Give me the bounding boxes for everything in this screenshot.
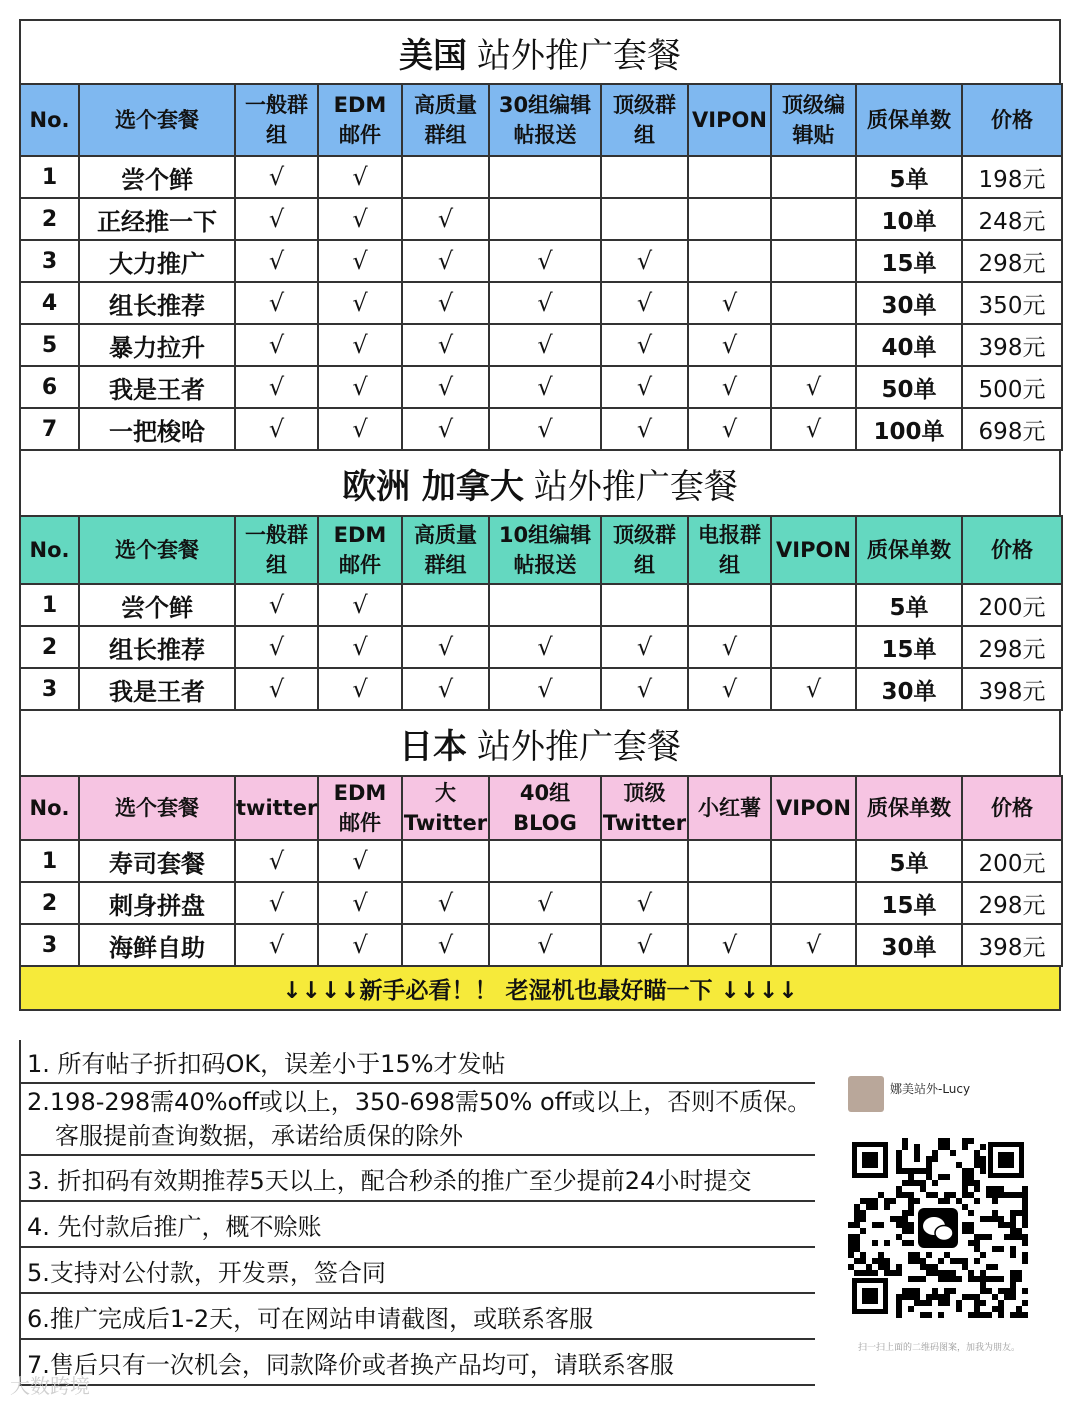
- check-mark: √: [318, 408, 402, 450]
- check-mark: √: [235, 840, 318, 882]
- guarantee-count: 15单: [856, 240, 962, 282]
- table-row: [20, 324, 1062, 366]
- price: 298元: [962, 240, 1062, 282]
- contact-name: 娜美站外-Lucy: [890, 1082, 971, 1096]
- package-name: 海鲜自助: [79, 924, 235, 966]
- check-mark: √: [402, 924, 489, 966]
- jp-title-rest: 站外推广套餐: [477, 726, 681, 767]
- price: 398元: [962, 668, 1062, 710]
- row-number: 2: [20, 198, 79, 240]
- guarantee-count: 50单: [856, 366, 962, 408]
- jp-header-cell: 40组 BLOG: [489, 776, 601, 840]
- check-mark: √: [489, 324, 601, 366]
- empty-cell: [771, 626, 856, 668]
- table-row: [20, 282, 1062, 324]
- empty-cell: [601, 584, 688, 626]
- eu-header-cell: 高质量 群组: [402, 516, 489, 584]
- check-mark: √: [402, 366, 489, 408]
- eu-title-rest: 站外推广套餐: [533, 466, 738, 507]
- check-mark: √: [601, 626, 688, 668]
- row-number: 3: [20, 924, 79, 966]
- eu-header-cell: 10组编辑 帖报送: [489, 516, 601, 584]
- row-number: 3: [20, 668, 79, 710]
- empty-cell: [402, 584, 489, 626]
- eu-header-cell: 顶级群 组: [601, 516, 688, 584]
- empty-cell: [688, 840, 771, 882]
- check-mark: √: [402, 626, 489, 668]
- table-row: [20, 626, 1062, 668]
- empty-cell: [688, 198, 771, 240]
- empty-cell: [489, 584, 601, 626]
- price: 200元: [962, 840, 1062, 882]
- check-mark: √: [601, 366, 688, 408]
- jp-header-row: [20, 776, 1062, 840]
- row-number: 2: [20, 882, 79, 924]
- jp-header-cell: twitter: [235, 776, 318, 840]
- check-mark: √: [402, 882, 489, 924]
- jp-header-cell: 选个套餐: [79, 776, 235, 840]
- empty-cell: [489, 198, 601, 240]
- empty-cell: [688, 584, 771, 626]
- empty-cell: [771, 324, 856, 366]
- guarantee-count: 10单: [856, 198, 962, 240]
- empty-cell: [601, 156, 688, 198]
- us-header-cell: No.: [20, 84, 79, 156]
- row-number: 7: [20, 408, 79, 450]
- check-mark: √: [235, 366, 318, 408]
- check-mark: √: [235, 408, 318, 450]
- check-mark: √: [771, 668, 856, 710]
- package-name: 正经推一下: [79, 198, 235, 240]
- table-row: [20, 156, 1062, 198]
- empty-cell: [601, 198, 688, 240]
- us-header-cell: 选个套餐: [79, 84, 235, 156]
- check-mark: √: [318, 924, 402, 966]
- guarantee-count: 15单: [856, 626, 962, 668]
- table-row: [20, 668, 1062, 710]
- package-name: 我是王者: [79, 668, 235, 710]
- check-mark: √: [235, 198, 318, 240]
- check-mark: √: [489, 626, 601, 668]
- check-mark: √: [601, 668, 688, 710]
- note-item: 7.售后只有一次机会，同款降价或者换产品均可，请联系客服: [21, 1340, 815, 1386]
- check-mark: √: [235, 626, 318, 668]
- wechat-icon: [918, 1208, 958, 1248]
- check-mark: √: [235, 282, 318, 324]
- empty-cell: [601, 840, 688, 882]
- check-mark: √: [601, 408, 688, 450]
- check-mark: √: [318, 840, 402, 882]
- guarantee-count: 30单: [856, 668, 962, 710]
- check-mark: √: [402, 282, 489, 324]
- us-header-cell: 顶级群 组: [601, 84, 688, 156]
- note-item: 3. 折扣码有效期推荐5天以上，配合秒杀的推广至少提前24小时提交: [21, 1156, 815, 1202]
- eu-header-cell: 电报群 组: [688, 516, 771, 584]
- row-number: 1: [20, 584, 79, 626]
- eu-title-bold: 欧洲 加拿大: [342, 466, 524, 507]
- check-mark: √: [402, 408, 489, 450]
- us-header-cell: 质保单数: [856, 84, 962, 156]
- jp-header-cell: VIPON: [771, 776, 856, 840]
- row-number: 1: [20, 156, 79, 198]
- guarantee-count: 40单: [856, 324, 962, 366]
- us-title-bold: 美国: [399, 35, 467, 76]
- package-name: 尝个鲜: [79, 584, 235, 626]
- jp-header-cell: No.: [20, 776, 79, 840]
- check-mark: √: [235, 924, 318, 966]
- empty-cell: [771, 156, 856, 198]
- table-row: [20, 198, 1062, 240]
- check-mark: √: [235, 240, 318, 282]
- check-mark: √: [235, 882, 318, 924]
- empty-cell: [489, 156, 601, 198]
- notice-banner: ↓↓↓↓新手必看！！ 老湿机也最好瞄一下 ↓↓↓↓: [19, 967, 1061, 1011]
- guarantee-count: 15单: [856, 882, 962, 924]
- check-mark: √: [489, 408, 601, 450]
- check-mark: √: [771, 924, 856, 966]
- check-mark: √: [402, 240, 489, 282]
- price: 398元: [962, 324, 1062, 366]
- us-header-cell: 顶级编 辑贴: [771, 84, 856, 156]
- row-number: 4: [20, 282, 79, 324]
- check-mark: √: [402, 198, 489, 240]
- check-mark: √: [318, 626, 402, 668]
- guarantee-count: 5单: [856, 156, 962, 198]
- package-name: 组长推荐: [79, 626, 235, 668]
- package-name: 一把梭哈: [79, 408, 235, 450]
- check-mark: √: [601, 924, 688, 966]
- check-mark: √: [318, 198, 402, 240]
- package-name: 刺身拼盘: [79, 882, 235, 924]
- check-mark: √: [318, 156, 402, 198]
- avatar: [848, 1076, 884, 1112]
- price: 500元: [962, 366, 1062, 408]
- check-mark: √: [688, 668, 771, 710]
- eu-header-cell: No.: [20, 516, 79, 584]
- check-mark: √: [235, 156, 318, 198]
- row-number: 2: [20, 626, 79, 668]
- guarantee-count: 5单: [856, 584, 962, 626]
- package-name: 暴力拉升: [79, 324, 235, 366]
- row-number: 3: [20, 240, 79, 282]
- notes-list: [19, 1040, 815, 1386]
- empty-cell: [688, 882, 771, 924]
- empty-cell: [688, 156, 771, 198]
- note-item: 4. 先付款后推广，概不赊账: [21, 1202, 815, 1248]
- table-row: [20, 408, 1062, 450]
- eu-header-cell: 一般群 组: [235, 516, 318, 584]
- jp-header-cell: 大 Twitter: [402, 776, 489, 840]
- check-mark: √: [688, 366, 771, 408]
- empty-cell: [688, 240, 771, 282]
- empty-cell: [771, 240, 856, 282]
- check-mark: √: [402, 324, 489, 366]
- check-mark: √: [489, 366, 601, 408]
- note-item: 2.198-298需40%off或以上，350-698需50% off或以上，否则不质保。 客服提前查询数据，承诺给质保的除外: [21, 1084, 815, 1156]
- us-header-row: [20, 84, 1062, 156]
- jp-section-title: [19, 711, 1061, 775]
- check-mark: √: [601, 324, 688, 366]
- package-name: 尝个鲜: [79, 156, 235, 198]
- row-number: 1: [20, 840, 79, 882]
- check-mark: √: [688, 626, 771, 668]
- check-mark: √: [489, 282, 601, 324]
- eu-header-cell: 选个套餐: [79, 516, 235, 584]
- empty-cell: [402, 156, 489, 198]
- price: 298元: [962, 882, 1062, 924]
- us-header-cell: 一般群 组: [235, 84, 318, 156]
- us-header-cell: 30组编辑 帖报送: [489, 84, 601, 156]
- check-mark: √: [318, 584, 402, 626]
- eu-section-title: [19, 451, 1061, 515]
- check-mark: √: [489, 882, 601, 924]
- table-row: [20, 366, 1062, 408]
- table-row: [20, 584, 1062, 626]
- us-header-cell: 价格: [962, 84, 1062, 156]
- jp-header-cell: 质保单数: [856, 776, 962, 840]
- table-row: [20, 840, 1062, 882]
- qr-code[interactable]: [848, 1138, 1028, 1318]
- price: 248元: [962, 198, 1062, 240]
- eu-header-cell: 质保单数: [856, 516, 962, 584]
- guarantee-count: 30单: [856, 924, 962, 966]
- table-row: [20, 882, 1062, 924]
- note-item: 1. 所有帖子折扣码OK，误差小于15%才发帖: [21, 1040, 815, 1084]
- row-number: 6: [20, 366, 79, 408]
- price: 198元: [962, 156, 1062, 198]
- check-mark: √: [318, 324, 402, 366]
- check-mark: √: [489, 668, 601, 710]
- price: 698元: [962, 408, 1062, 450]
- empty-cell: [771, 584, 856, 626]
- package-name: 大力推广: [79, 240, 235, 282]
- us-header-cell: VIPON: [688, 84, 771, 156]
- table-row: [20, 240, 1062, 282]
- check-mark: √: [688, 924, 771, 966]
- empty-cell: [771, 198, 856, 240]
- package-name: 我是王者: [79, 366, 235, 408]
- note-item: 6.推广完成后1-2天，可在网站申请截图，或联系客服: [21, 1294, 815, 1340]
- check-mark: √: [489, 924, 601, 966]
- check-mark: √: [688, 408, 771, 450]
- check-mark: √: [318, 668, 402, 710]
- jp-header-cell: 小红薯: [688, 776, 771, 840]
- check-mark: √: [489, 240, 601, 282]
- check-mark: √: [601, 882, 688, 924]
- check-mark: √: [318, 366, 402, 408]
- eu-header-cell: EDM 邮件: [318, 516, 402, 584]
- eu-package-table: [19, 515, 1063, 711]
- check-mark: √: [235, 584, 318, 626]
- jp-header-cell: 顶级 Twitter: [601, 776, 688, 840]
- package-name: 寿司套餐: [79, 840, 235, 882]
- price: 298元: [962, 626, 1062, 668]
- price: 398元: [962, 924, 1062, 966]
- guarantee-count: 5单: [856, 840, 962, 882]
- check-mark: √: [688, 282, 771, 324]
- empty-cell: [402, 840, 489, 882]
- us-header-cell: 高质量 群组: [402, 84, 489, 156]
- check-mark: √: [318, 240, 402, 282]
- price: 350元: [962, 282, 1062, 324]
- guarantee-count: 100单: [856, 408, 962, 450]
- check-mark: √: [318, 882, 402, 924]
- package-name: 组长推荐: [79, 282, 235, 324]
- empty-cell: [771, 840, 856, 882]
- check-mark: √: [318, 282, 402, 324]
- row-number: 5: [20, 324, 79, 366]
- price: 200元: [962, 584, 1062, 626]
- check-mark: √: [771, 366, 856, 408]
- jp-package-table: [19, 775, 1063, 967]
- watermark: 大数跨境: [10, 1374, 90, 1398]
- table-row: [20, 924, 1062, 966]
- eu-header-row: [20, 516, 1062, 584]
- qr-hint: 扫一扫上面的二维码图案，加我为朋友。: [858, 1343, 1021, 1353]
- check-mark: √: [235, 668, 318, 710]
- guarantee-count: 30单: [856, 282, 962, 324]
- us-package-table: [19, 83, 1063, 451]
- empty-cell: [771, 882, 856, 924]
- check-mark: √: [235, 324, 318, 366]
- jp-title-bold: 日本: [399, 726, 467, 767]
- eu-header-cell: VIPON: [771, 516, 856, 584]
- jp-header-cell: EDM 邮件: [318, 776, 402, 840]
- us-title-rest: 站外推广套餐: [477, 35, 681, 76]
- check-mark: √: [688, 324, 771, 366]
- check-mark: √: [601, 240, 688, 282]
- check-mark: √: [601, 282, 688, 324]
- us-section-title: [19, 19, 1061, 83]
- us-header-cell: EDM 邮件: [318, 84, 402, 156]
- jp-header-cell: 价格: [962, 776, 1062, 840]
- empty-cell: [489, 840, 601, 882]
- note-item: 5.支持对公付款，开发票，签合同: [21, 1248, 815, 1294]
- check-mark: √: [771, 408, 856, 450]
- check-mark: √: [402, 668, 489, 710]
- empty-cell: [771, 282, 856, 324]
- eu-header-cell: 价格: [962, 516, 1062, 584]
